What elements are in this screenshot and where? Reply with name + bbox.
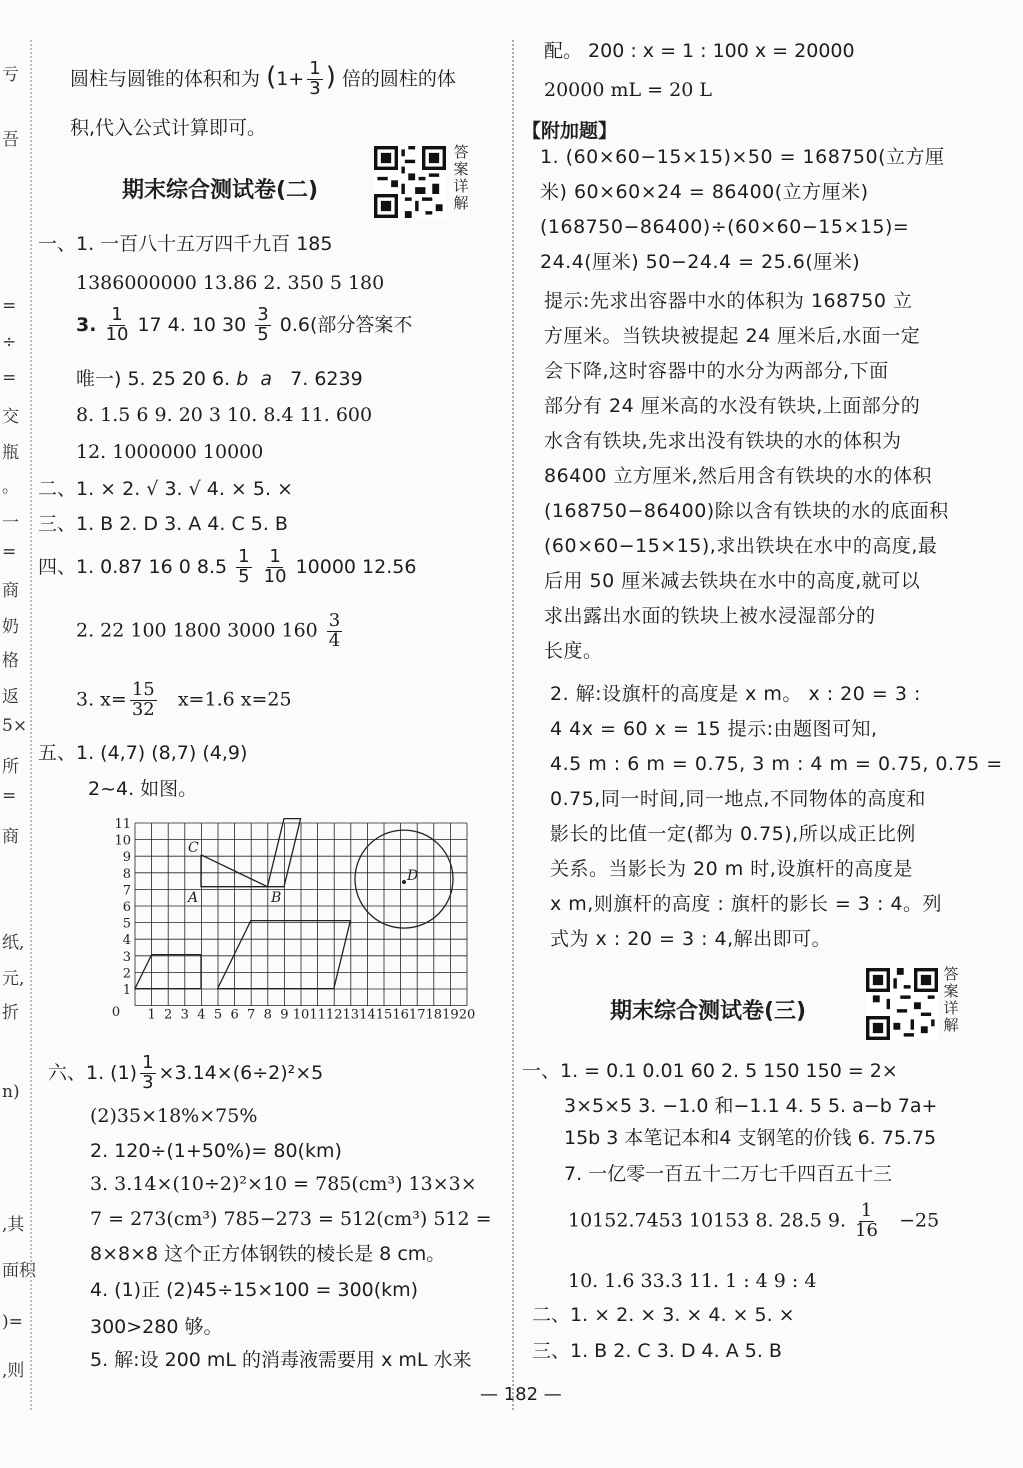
left-column: [38, 0, 505, 1410]
q-number: 3.: [76, 313, 97, 336]
s4-line-2: [76, 612, 345, 651]
grid-shapes: [135, 819, 453, 989]
test-2-title: 期末综合测试卷(二): [122, 178, 319, 203]
text-line: x m,则旗杆的高度 : 旗杆的影长 = 3 : 4。列: [550, 893, 942, 915]
y-tick-label: 1: [122, 983, 131, 998]
fraction: [236, 548, 251, 587]
fraction: [255, 306, 270, 345]
fraction-numerator: 1: [142, 1052, 154, 1073]
qr-label-char: 答: [943, 965, 959, 983]
x-tick-label: 4: [197, 1007, 206, 1023]
right-line-1: 配。 200 : x = 1 : 100 x = 20000: [544, 40, 855, 62]
s6-line-9: 5. 解:设 200 mL 的消毒液需要用 x mL 水来: [90, 1349, 472, 1371]
t3-line-8: 三、1. B 2. C 3. D 4. A 5. B: [532, 1340, 782, 1362]
text-line: 86400 立方厘米,然后用含有铁块的水的体积: [544, 465, 933, 487]
text-line: 0.75,同一时间,同一地点,不同物体的高度和: [550, 788, 926, 810]
fraction-numerator: 1: [309, 58, 321, 79]
t3-line-2: 3×5×5 3. −1.0 和−1.1 4. 5 5. a−b 7a+: [564, 1095, 938, 1117]
t3-line-1: 一、1. = 0.1 0.01 60 2. 5 150 150 = 2×: [522, 1060, 898, 1082]
fraction: [855, 1202, 878, 1241]
point-label-b: B: [271, 890, 282, 906]
fraction-numerator: 1: [238, 546, 250, 567]
x-tick-label: 5: [213, 1007, 223, 1023]
bonus-2-answer: [550, 677, 1003, 957]
x-tick-label: 7: [247, 1007, 256, 1023]
edge-char: 一: [2, 513, 19, 533]
bonus-heading: 【附加题】: [522, 120, 618, 142]
s5-line-2: 2~4. 如图。: [88, 778, 198, 800]
text-line: 2. 解:设旗杆的高度是 x m。 x : 20 = 3 :: [550, 683, 921, 705]
x-tick-label: 9: [280, 1007, 289, 1023]
edge-char: 奶: [2, 617, 19, 637]
answer-text: 17 4. 10 30: [137, 313, 247, 336]
s4-line-3: [76, 681, 292, 720]
point-label-c: C: [188, 840, 199, 856]
x-tick-label: 6: [230, 1007, 239, 1023]
text-line: (168750−86400)÷(60×60−15×15)=: [540, 216, 910, 238]
answer-text: x=1.6 x=25: [177, 688, 292, 711]
hint-text: 圆柱与圆锥的体积和为: [70, 67, 261, 90]
qr-answer-label: [452, 144, 470, 212]
coordinate-grid-figure: [104, 810, 494, 1024]
text-line: 4.5 m : 6 m = 0.75, 3 m : 4 m = 0.75, 0.75 =: [550, 753, 1003, 775]
t3-line-5: [568, 1202, 939, 1241]
s6-line-1: [48, 1054, 323, 1093]
answer-text: 0.6(部分答案不: [279, 313, 413, 336]
s6-line-7: 4. (1)正 (2)45÷15×100 = 300(km): [90, 1279, 419, 1301]
x-tick-label: 19: [442, 1007, 459, 1023]
edge-char: =: [2, 786, 17, 806]
edge-char: =: [2, 542, 17, 562]
text-line: 米) 60×60×24 = 86400(立方厘米): [540, 181, 869, 203]
y-tick-label: 3: [122, 949, 131, 965]
fraction: [140, 1054, 155, 1093]
x-tick-label: 14: [359, 1007, 376, 1023]
grid-lines: [135, 823, 467, 1006]
fraction-denominator: 32: [131, 698, 155, 720]
edge-char: 折: [2, 1003, 19, 1023]
answer-text: −25: [899, 1209, 940, 1232]
left-dotted-rule: [30, 40, 32, 1410]
point-label-d: D: [407, 868, 419, 884]
edge-char: 商: [2, 827, 19, 847]
s4-line-1: [38, 548, 416, 587]
fraction-numerator: 3: [257, 304, 269, 325]
answer-text: 10152.7453 10153 8. 28.5 9.: [568, 1209, 846, 1232]
edge-char: =: [2, 368, 17, 388]
hint-line-2: 积,代入公式计算即可。: [70, 117, 267, 139]
edge-char: ,其: [2, 1215, 25, 1235]
edge-char: 返: [2, 687, 19, 707]
y-tick-label: 9: [122, 850, 131, 866]
x-tick-label: 1: [147, 1007, 156, 1023]
x-tick-label: 17: [408, 1007, 426, 1023]
t3-line-6: 10. 1.6 33.3 11. 1 : 4 9 : 4: [568, 1270, 817, 1292]
shape-circle: [355, 830, 453, 928]
hint-line-1: 圆柱与圆锥的体积和为 (1+ $\frac{1}{3}$ ) 倍的圆柱的体: [70, 58, 456, 99]
right-column: [522, 0, 1003, 1410]
s6-line-8: 300>280 够。: [90, 1316, 223, 1338]
answer-text: 7. 6239: [290, 368, 363, 390]
fraction: [307, 60, 322, 99]
x-tick-label: 13: [342, 1007, 360, 1023]
s1-line-6: 12. 1000000 10000: [76, 441, 264, 463]
qr-label-char: 详: [453, 177, 469, 195]
answer-text: 四、1. 0.87 16 0 8.5: [38, 555, 228, 578]
edge-char: 商: [2, 581, 19, 601]
answer-var: b: [236, 368, 249, 390]
fraction-numerator: 1: [111, 304, 123, 325]
y-tick-label: 6: [122, 900, 131, 915]
fraction-denominator: 3: [309, 77, 321, 99]
s3-line: 三、1. B 2. D 3. A 4. C 5. B: [38, 513, 288, 535]
answer-var: a: [260, 368, 273, 390]
fraction: [264, 548, 287, 587]
qr-answer-label: [942, 966, 960, 1034]
text-line: 关系。当影长为 20 m 时,设旗杆的高度是: [550, 858, 913, 880]
answer-text: 2. 22 100 1800 3000 160: [76, 619, 318, 642]
s1-line-5: 8. 1.5 6 9. 20 3 10. 8.4 11. 600: [76, 404, 373, 426]
test-3-title: 期末综合测试卷(三): [610, 999, 807, 1024]
fraction: [130, 681, 157, 720]
qr-label-char: 答: [453, 143, 469, 161]
answer-text: 唯一) 5. 25 20 6.: [76, 368, 237, 390]
text-line: 方厘米。当铁块被提起 24 厘米后,水面一定: [544, 325, 921, 347]
text-line: 部分有 24 厘米高的水没有铁块,上面部分的: [544, 395, 921, 417]
text-line: 1. (60×60−15×15)×50 = 168750(立方厘: [540, 146, 945, 168]
text-line: 求出露出水面的铁块上被水浸湿部分的: [544, 605, 876, 627]
right-line-2: 20000 mL = 20 L: [544, 79, 712, 101]
fraction-numerator: 1: [860, 1200, 873, 1221]
qr-code-icon[interactable]: [866, 968, 938, 1040]
x-tick-label: 3: [180, 1007, 189, 1023]
shape-triangle-hyp: [201, 855, 267, 887]
left-edge-clipped-text: [0, 0, 36, 1468]
edge-char: 交: [2, 407, 19, 427]
fraction-denominator: 5: [257, 323, 269, 345]
fraction-denominator: 4: [328, 629, 341, 651]
x-tick-label: 20: [458, 1007, 476, 1023]
edge-char: 亏: [2, 65, 19, 85]
x-tick-label: 2: [164, 1007, 173, 1023]
point-label-a: A: [188, 890, 199, 906]
y-tick-label: 5: [122, 916, 131, 932]
t3-line-7: 二、1. × 2. × 3. × 4. × 5. ×: [532, 1304, 795, 1326]
fraction-denominator: 5: [238, 565, 250, 587]
edge-char: =: [2, 296, 17, 316]
answer-text: 10000 12.56: [295, 555, 417, 578]
s6-line-3: 2. 120÷(1+50%)= 80(km): [90, 1140, 342, 1162]
edge-char: 格: [2, 651, 19, 671]
bonus-1-hint: [544, 284, 949, 669]
edge-char: ,则: [2, 1361, 25, 1381]
edge-char: 瓶: [2, 443, 19, 463]
fraction-numerator: 1: [269, 546, 281, 567]
edge-char: n): [2, 1082, 20, 1102]
edge-char: 元,: [2, 969, 25, 989]
edge-char: 面积: [2, 1261, 36, 1281]
fraction-numerator: 3: [328, 610, 341, 631]
s2-line: 二、1. × 2. √ 3. √ 4. × 5. ×: [38, 478, 293, 500]
point-d: [402, 880, 406, 884]
qr-label-char: 案: [453, 160, 469, 178]
y-tick-label: 4: [122, 933, 131, 949]
y-tick-label: 10: [114, 833, 131, 849]
hint-text: 倍的圆柱的体: [341, 67, 456, 90]
edge-char: 所: [2, 757, 19, 777]
s1-line-4: [76, 368, 363, 391]
text-line: 4 4x = 60 x = 15 提示:由题图可知,: [550, 718, 878, 740]
s5-line-1: 五、1. (4,7) (8,7) (4,9): [38, 742, 248, 764]
text-line: (168750−86400)除以含有铁块的水的底面积: [544, 500, 949, 522]
x-tick-label: 15: [375, 1007, 393, 1023]
s1-line-3: [76, 306, 412, 345]
qr-code-icon[interactable]: [374, 146, 446, 218]
text-line: 后用 50 厘米减去铁块在水中的高度,就可以: [544, 570, 921, 592]
qr-label-char: 案: [943, 982, 959, 1000]
page-number: — 182 —: [480, 1384, 562, 1405]
fraction-denominator: 10: [263, 565, 287, 587]
edge-char: 纸,: [2, 933, 25, 953]
edge-char: 。: [2, 477, 19, 497]
fraction-denominator: 10: [105, 323, 129, 345]
hint-math: 1+: [276, 67, 305, 90]
s6-line-2: (2)35×18%×75%: [90, 1105, 258, 1127]
x-tick-label: 8: [263, 1007, 272, 1023]
answer-text: 3. x=: [76, 688, 127, 711]
s1-line-1: 一、1. 一百八十五万四千九百 185: [38, 233, 333, 255]
column-divider: [512, 40, 514, 1410]
text-line: 长度。: [544, 640, 603, 662]
x-tick-label: 12: [325, 1007, 343, 1023]
answer-text: ×3.14×(6÷2)²×5: [158, 1061, 324, 1084]
y-tick-label: 7: [122, 883, 131, 899]
y-tick-label: 8: [122, 866, 131, 882]
fraction-denominator: 16: [855, 1219, 878, 1241]
qr-label-char: 解: [943, 1016, 959, 1034]
edge-char: 5×: [2, 716, 28, 736]
s6-line-4: 3. 3.14×(10÷2)²×10 = 785(cm³) 13×3×: [90, 1173, 477, 1195]
text-line: 水含有铁块,先求出没有铁块的水的体积为: [544, 430, 902, 452]
bonus-1-answer: [540, 140, 945, 280]
fraction: [106, 306, 129, 345]
t3-line-4: 7. 一亿零一百五十二万七千四百五十三: [564, 1163, 893, 1185]
qr-label-char: 详: [943, 999, 959, 1017]
y-tick-label: 2: [122, 966, 131, 982]
s1-line-2: 1386000000 13.86 2. 350 5 180: [76, 272, 385, 294]
y-tick-label: 11: [114, 817, 131, 832]
edge-char: ÷: [2, 332, 17, 352]
fraction-numerator: 15: [131, 679, 155, 700]
x-tick-label: 10: [292, 1007, 310, 1023]
s6-line-6: 8×8×8 这个正方体钢铁的棱长是 8 cm。: [90, 1243, 446, 1265]
text-line: 式为 x : 20 = 3 : 4,解出即可。: [550, 928, 832, 950]
text-line: 会下降,这时容器中的水分为两部分,下面: [544, 360, 889, 382]
fraction-denominator: 3: [142, 1071, 154, 1093]
answer-text: 六、1. (1): [48, 1061, 138, 1084]
t3-line-3: 15b 3 本笔记本和4 支钢笔的价钱 6. 75.75: [564, 1127, 937, 1149]
s6-line-5: 7 = 273(cm³) 785−273 = 512(cm³) 512 =: [90, 1208, 492, 1230]
x-tick-label: 11: [309, 1007, 326, 1023]
fraction: [327, 612, 342, 651]
x-tick-label: 16: [392, 1007, 409, 1023]
x-tick-label: 18: [425, 1007, 443, 1023]
qr-label-char: 解: [453, 194, 469, 212]
text-line: (60×60−15×15),求出铁块在水中的高度,最: [544, 535, 938, 557]
edge-char: 吾: [2, 130, 19, 150]
text-line: 影长的比值一定(都为 0.75),所以成正比例: [550, 823, 916, 845]
text-line: 24.4(厘米) 50−24.4 = 25.6(厘米): [540, 251, 861, 273]
origin-label: 0: [111, 1005, 121, 1020]
text-line: 提示:先求出容器中水的体积为 168750 立: [544, 290, 913, 312]
edge-char: )=: [2, 1312, 23, 1332]
